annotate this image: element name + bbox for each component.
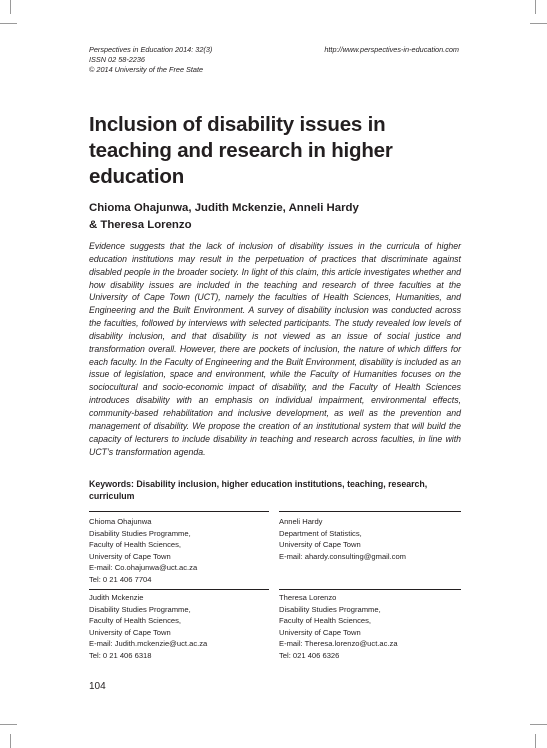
abstract: Evidence suggests that the lack of inclusion of disability issues in the curricula of higher education institutions may result in the perpetuation of practices that discriminate against disabled people in the broader society. In light of this claim, this article investigates whether and how disability issues are included in the teaching and research of three faculties at the University of Cape Town (UCT), namely the faculties of Health Sciences, Humanities, and Engineering and the Built Environment. A survey of disability inclusion was conducted across the faculties, followed by interviews with selected participants. The study revealed low levels of disability inclusion, and that disability is not viewed as an issue of social justice and transformation overall. However, there are pockets of inclusion, the nature of which differs for each faculty. In the Faculty of Engineering and the Built Environment, disability is included as an issue of legislation, space and environment, while the Faculty of Humanities focuses on the sociocultural and socio-economic impact of disability, and the Faculty of Health Sciences introduces disability with an emphasis on individual impairment, environmental effects, community-based rehabilitation and inclusive development, as well as the prevention and management of disability. We propose the creation of an institutional system that will build the capacity of lecturers to include disability in teaching and research across faculties, in line with UCT’s transformation agenda. (89, 241, 461, 457)
affiliation-divider (89, 511, 269, 512)
title-line: Inclusion of disability issues in (89, 113, 386, 136)
affiliation-line: Disability Studies Programme, (89, 604, 191, 614)
crop-mark (0, 724, 17, 725)
affiliation-line: Faculty of Health Sciences, (279, 616, 372, 626)
affiliation-mckenzie (89, 592, 279, 662)
journal-citation: Perspectives in Education 2014: 32(3) (89, 45, 213, 54)
journal-url[interactable]: http://www.perspectives-in-education.com (324, 45, 459, 54)
affiliation-line: Disability Studies Programme, (89, 528, 191, 538)
affiliation-line: Disability Studies Programme, (279, 604, 381, 614)
affiliation-lorenzo (279, 592, 469, 662)
crop-mark (530, 23, 547, 24)
affiliation-line: Department of Statistics, (279, 528, 362, 538)
copyright: © 2014 University of the Free State (89, 65, 204, 74)
affiliation-hardy (279, 516, 469, 562)
affiliation-divider (279, 589, 461, 590)
affiliation-line: University of Cape Town (279, 540, 361, 550)
title-line: education (89, 165, 185, 188)
affiliation-name: Theresa Lorenzo (279, 593, 337, 602)
keywords-line: curriculum (89, 491, 135, 502)
article-title (89, 112, 469, 190)
crop-mark (10, 0, 11, 14)
affiliation-line: Faculty of Health Sciences, (89, 540, 182, 550)
affiliation-phone: Tel: 021 406 6326 (279, 650, 340, 660)
affiliation-line: University of Cape Town (279, 627, 361, 637)
affiliation-divider (89, 589, 269, 590)
affiliation-line: University of Cape Town (89, 627, 171, 637)
author-line: & Theresa Lorenzo (89, 219, 192, 231)
keywords-line: Keywords: Disability inclusion, higher education institutions, teaching, research, (89, 479, 428, 489)
crop-mark (535, 734, 536, 748)
affiliation-ohajunwa (89, 516, 279, 586)
affiliation-line: Faculty of Health Sciences, (89, 616, 182, 626)
affiliation-name: Judith Mckenzie (89, 593, 144, 602)
title-line: teaching and research in higher (89, 139, 393, 162)
crop-mark (535, 0, 536, 14)
crop-mark (0, 23, 17, 24)
affiliation-phone: Tel: 0 21 406 6318 (89, 650, 152, 660)
keywords (89, 478, 461, 503)
affiliation-line: University of Cape Town (89, 551, 171, 561)
author-list (89, 200, 469, 234)
affiliation-email[interactable]: E-mail: ahardy.consulting@gmail.com (279, 551, 407, 561)
affiliation-name: Anneli Hardy (279, 517, 323, 526)
affiliation-email[interactable]: E-mail: Theresa.lorenzo@uct.ac.za (279, 639, 398, 649)
crop-mark (530, 724, 547, 725)
crop-mark (10, 734, 11, 748)
page-number: 104 (89, 681, 106, 692)
affiliation-email[interactable]: E-mail: Co.ohajunwa@uct.ac.za (89, 563, 198, 573)
affiliation-phone: Tel: 0 21 406 7704 (89, 574, 152, 584)
journal-meta (89, 45, 212, 75)
author-line: Chioma Ohajunwa, Judith Mckenzie, Anneli Hardy (89, 202, 359, 214)
affiliation-email[interactable]: E-mail: Judith.mckenzie@uct.ac.za (89, 639, 208, 649)
affiliation-name: Chioma Ohajunwa (89, 517, 152, 526)
issn: ISSN 02 58-2236 (89, 55, 145, 64)
affiliation-divider (279, 511, 461, 512)
